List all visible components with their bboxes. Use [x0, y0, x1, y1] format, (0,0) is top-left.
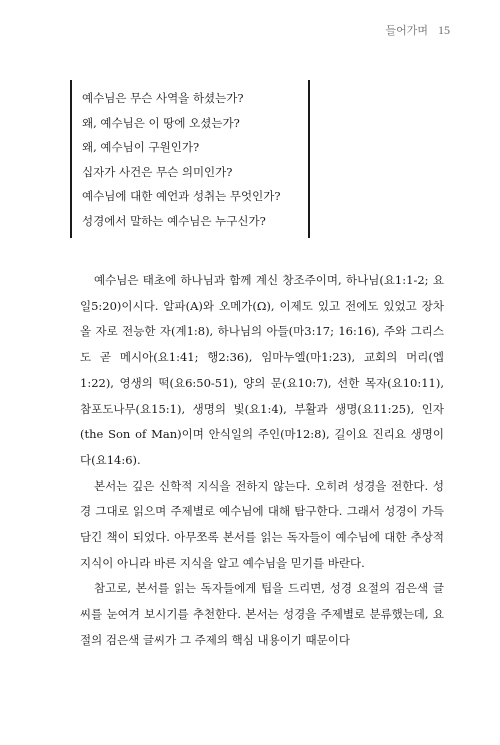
question-item: 왜, 예수님은 이 땅에 오셨는가?	[82, 115, 240, 130]
question-item: 십자가 사건은 무슨 의미인가?	[82, 164, 233, 179]
page-number: 15	[438, 23, 450, 37]
question-item: 예수님에 대한 예언과 성취는 무엇인가?	[82, 189, 281, 203]
question-item: 예수님은 무슨 사역을 하셨는가?	[82, 91, 244, 105]
chapter-title: 들어가며	[385, 24, 428, 37]
question-box	[70, 80, 310, 238]
question-item: 성경에서 말하는 예수님은 누구신가?	[82, 213, 266, 228]
body-text	[80, 268, 444, 654]
running-header	[385, 22, 450, 38]
paragraph-tip: 참고로, 본서를 읽는 독자들에게 팁을 드리면, 성경 요절의 검은색 글씨를 눈여겨 보시기를 추천한다. 본서는 성경을 주제별로 분류했는데, 요절의 검은색 글씨가 그 주제의 핵심 내용이기 때문이다	[80, 581, 444, 647]
paragraph-intro: 예수님은 태초에 하나님과 함께 계신 창조주이며, 하나님(요1:1-2; 요일5:20)이시다. 알파(A)와 오메가(Ω), 이제도 있고 전에도 있었고 장차 올 자로 전능한 자(계1:8), 하나님의 아들(마3:17; 16:16), 주와 그리스도 곧 메시아(요1:41; 행2:36), 임마누엘(마1:23), 교회의 머리(엡1:22), 영생의 떡(요6:50-51), 양의 문(요10:7), 선한 목자(요10:11), 참포도나무(요15:1), 생명의 빛(요1:4), 부활과 생명(요11:25), 인자(the Son of Man)이며 안식일의 주인(마12:8), 길이요 진리요 생명이다(요14:6).	[80, 273, 444, 467]
question-list	[70, 86, 310, 233]
paragraph-purpose: 본서는 깊은 신학적 지식을 전하지 않는다. 오히려 성경을 전한다. 성경 그대로 읽으며 주제별로 예수님에 대해 탐구한다. 그래서 성경이 가득 담긴 책이 되었다. 아무쪼록 본서를 읽는 독자들이 예수님에 대한 추상적 지식이 아니라 바른 지식을 알고 예수님을 믿기를 바란다.	[80, 478, 444, 570]
question-item: 왜, 예수님이 구원인가?	[82, 140, 200, 154]
